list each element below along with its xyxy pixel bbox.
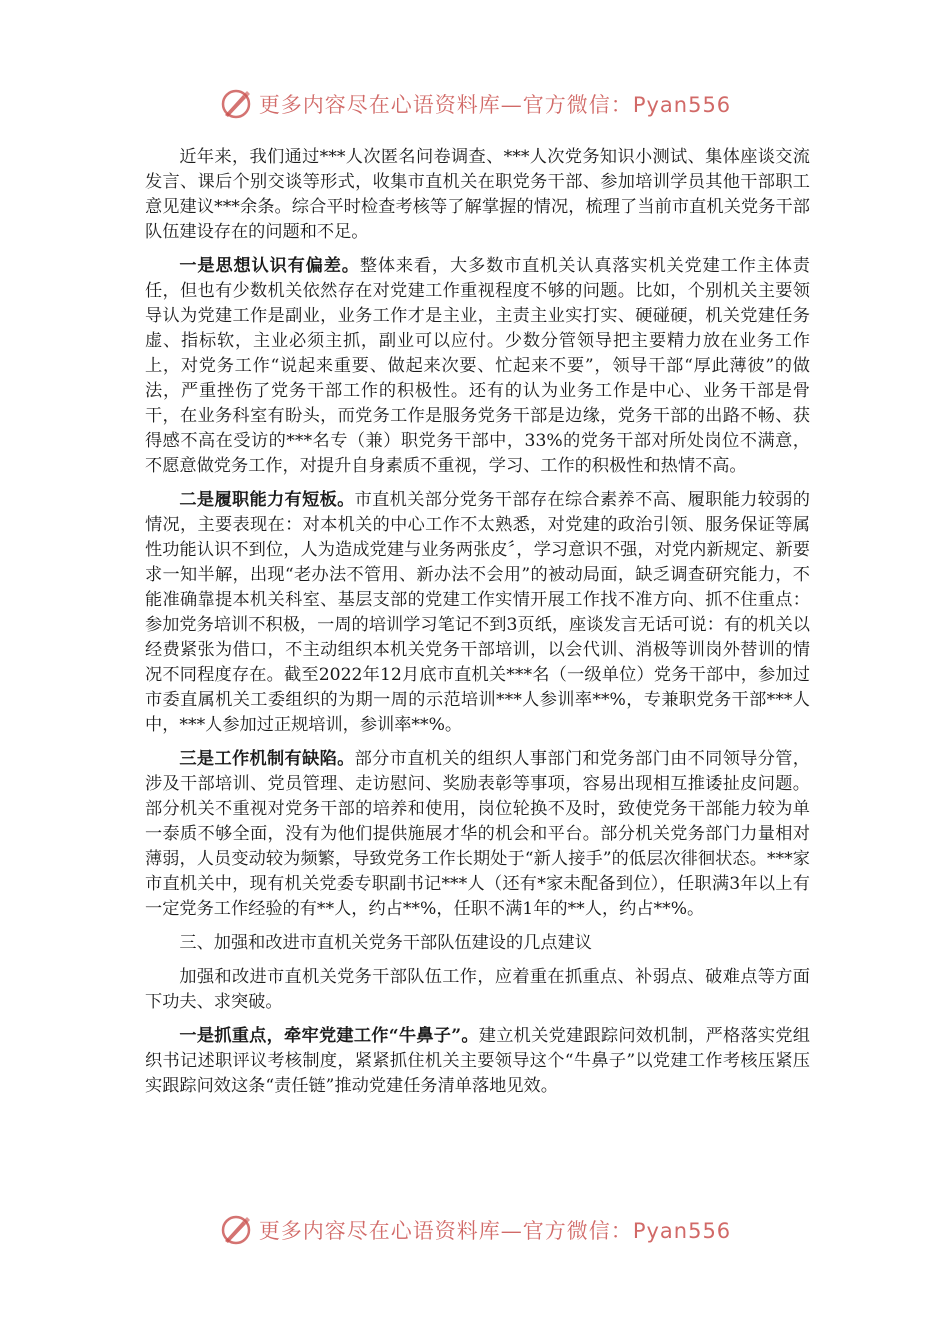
document-body bbox=[145, 145, 810, 1108]
watermark-banner-top bbox=[0, 84, 950, 124]
paragraph-point-2: 二是履职能力有短板。市直机关部分党务干部存在综合素养不高、履职能力较弱的情况，主要表现在：对本机关的中心工作不太熟悉，对党建的政治引领、服务保证等属性功能认识不到位，人为造成党建与业务两张皮〞，学习意识不强，对党内新规定、新要求一知半解，出现“老办法不管用、新办法不会用”的被动局面，缺乏调查研究能力，不能准确靠提本机关科室、基层支部的党建工作实情开展工作找不准方向、抓不住重点：参加党务培训不积极，一周的培训学习笔记不到3页纸，座谈发言无话可说：有的机关以经费紧张为借口，不主动组织本机关党务干部培训，以会代训、消极等训岗外替训的情况不同程度存在。截至2022年12月底市直机关***名（一级单位）党务干部中，参加过市委直属机关工委组织的为期一周的示范培训***人参训率**%，专兼职党务干部***人中，***人参加过正规培训，参训率**%。 bbox=[145, 490, 810, 735]
paragraph-lead: 一是抓重点，牵牢党建工作“牛鼻子”。 bbox=[179, 1026, 479, 1046]
paragraph-suggestion-1: 一是抓重点，牵牢党建工作“牛鼻子”。建立机关党建跟踪问效机制，严格落实党组织书记述职评议考核制度，紧紧抓住机关主要领导这个“牛鼻子”以党建工作考核压紧压实跟踪问效这条“责任链”推动党建任务清单落地见效。 bbox=[145, 1026, 810, 1096]
paragraph-section-intro: 加强和改进市直机关党务干部队伍工作，应着重在抓重点、补弱点、破难点等方面下功夫、求突破。 bbox=[145, 967, 810, 1012]
section-heading: 三、加强和改进市直机关党务干部队伍建设的几点建议 bbox=[179, 933, 592, 953]
pen-logo-icon bbox=[219, 87, 253, 121]
paragraph-lead: 三是工作机制有缺陷。 bbox=[179, 749, 355, 769]
watermark-banner-bottom bbox=[0, 1210, 950, 1250]
paragraph-lead: 二是履职能力有短板。 bbox=[179, 490, 355, 510]
paragraph-point-1: 一是思想认识有偏差。整体来看，大多数市直机关认真落实机关党建工作主体责任，但也有少数机关依然存在对党建工作重视程度不够的问题。比如，个别机关主要领导认为党建工作是副业，业务工作才是主业，主责主业实打实、硬碰硬，机关党建任务虚、指标软，主业必须主抓，副业可以应付。少数分管领导把主要精力放在业务工作上，对党务工作“说起来重要、做起来次要、忙起来不要”，领导干部“厚此薄彼”的做法，严重挫伤了党务干部工作的积极性。还有的认为业务工作是中心、业务干部是骨干，在业务科室有盼头，而党务工作是服务党务干部是边缘，党务干部的出路不畅、获得感不高在受访的***名专（兼）职党务干部中，33%的党务干部对所处岗位不满意，不愿意做党务工作，对提升自身素质不重视，学习、工作的积极性和热情不高。 bbox=[145, 256, 810, 476]
watermark-text: 更多内容尽在心语资料库—官方微信：Pyan556 bbox=[258, 1219, 732, 1243]
paragraph-lead: 一是思想认识有偏差。 bbox=[179, 256, 360, 276]
watermark-text: 更多内容尽在心语资料库—官方微信：Pyan556 bbox=[258, 93, 732, 117]
paragraph-intro: 近年来，我们通过***人次匿名问卷调查、***人次党务知识小测试、集体座谈交流发言、课后个别交谈等形式，收集市直机关在职党务干部、参加培训学员其他干部职工意见建议***余条。综合平时检查考核等了解掌握的情况，梳理了当前市直机关党务干部队伍建设存在的问题和不足。 bbox=[145, 147, 810, 242]
pen-logo-icon bbox=[219, 1213, 253, 1247]
paragraph-point-3: 三是工作机制有缺陷。部分市直机关的组织人事部门和党务部门由不同领导分管，涉及干部培训、党员管理、走访慰问、奖励表彰等事项，容易出现相互推诿扯皮问题。部分机关不重视对党务干部的培养和使用，岗位轮换不及时，致使党务干部能力较为单一泰质不够全面，没有为他们提供施展才华的机会和平台。部分机关党务部门力量相对薄弱，人员变动较为频繁，导致党务工作长期处于“新人接手”的低层次徘徊状态。***家市直机关中，现有机关党委专职副书记***人（还有*家未配备到位），任职满3年以上有一定党务工作经验的有**人，约占**%，任职不满1年的**人，约占**%。 bbox=[145, 749, 810, 919]
